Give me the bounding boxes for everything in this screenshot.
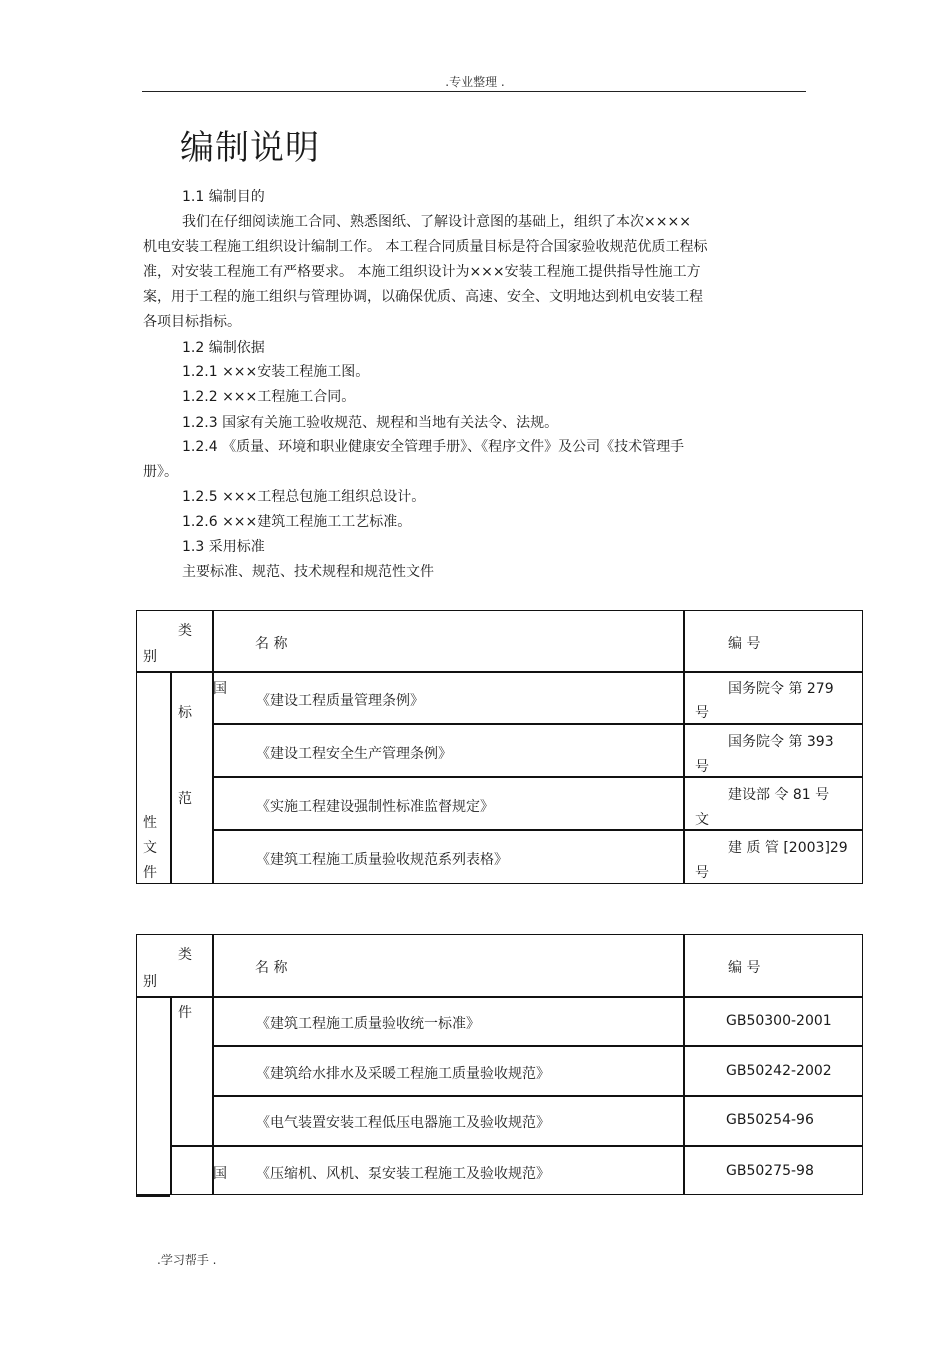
table-2-col-divider — [683, 934, 685, 1195]
table-1-row-code: 国务院令 第 279 — [728, 681, 834, 697]
document-title: 编制说明 — [180, 128, 320, 168]
table-2-row-code: GB50254-96 — [726, 1112, 814, 1128]
standards-description: 主要标准、规范、技术规程和规范性文件 — [182, 564, 434, 580]
table-2-row-name: 《建筑给水排水及采暖工程施工质量验收规范》 — [256, 1066, 550, 1082]
table-1-header-rule — [136, 671, 863, 673]
category-char: 国 — [213, 681, 227, 697]
category-char: 件 — [143, 865, 157, 881]
table-2-row-rule — [170, 1145, 863, 1147]
table-1-row-code: 号 — [695, 705, 709, 721]
table-1-row-rule — [212, 723, 863, 725]
section-1-3-heading: 1.3 采用标准 — [182, 539, 265, 555]
table-1-row-name: 《建设工程质量管理条例》 — [256, 693, 424, 709]
paragraph-line: 准，对安装工程施工有严格要求。 本施工组织设计为×××安装工程施工提供指导性施工方 — [143, 264, 701, 280]
basis-item: 1.2.2 ×××工程施工合同。 — [182, 389, 356, 405]
table-1-row-code: 文 — [695, 812, 709, 828]
page-header: .专业整理 . — [445, 75, 505, 89]
section-1-2-heading: 1.2 编制依据 — [182, 340, 265, 356]
table-2-row-code: GB50242-2002 — [726, 1063, 832, 1079]
table-1-row-name: 《建筑工程施工质量验收规范系列表格》 — [256, 852, 508, 868]
basis-item: 1.2.6 ×××建筑工程施工工艺标准。 — [182, 514, 412, 530]
header-category-char: 别 — [143, 974, 157, 990]
table-2-row-code: GB50300-2001 — [726, 1013, 832, 1029]
table-2-header-rule — [136, 996, 863, 998]
table-2-row-name: 《建筑工程施工质量验收统一标准》 — [256, 1016, 480, 1032]
table-2-row-name: 《压缩机、风机、泵安装工程施工及验收规范》 — [256, 1166, 550, 1182]
table-1-row-code: 国务院令 第 393 — [728, 734, 834, 750]
paragraph-line: 机电安装工程施工组织设计编制工作。 本工程合同质量目标是符合国家验收规范优质工程标 — [143, 239, 708, 255]
table-1-row-rule — [212, 776, 863, 778]
basis-item: 1.2.3 国家有关施工验收规范、规程和当地有关法令、法规。 — [182, 415, 559, 431]
table-1-row-code: 建 质 管 [2003]29 — [728, 840, 848, 856]
category-char: 范 — [178, 791, 192, 807]
header-code: 编 号 — [728, 636, 761, 652]
header-code: 编 号 — [728, 960, 761, 976]
section-1-1-heading: 1.1 编制目的 — [182, 189, 265, 205]
page-footer: .学习帮手 . — [157, 1253, 217, 1267]
table-1-col-divider — [212, 610, 214, 884]
table-2-row-name: 《电气装置安装工程低压电器施工及验收规范》 — [256, 1115, 550, 1131]
header-category-char: 别 — [143, 649, 157, 665]
table-1-row-name: 《建设工程安全生产管理条例》 — [256, 746, 452, 762]
table-1-row-name: 《实施工程建设强制性标准监督规定》 — [256, 799, 494, 815]
header-name: 名 称 — [255, 960, 288, 976]
table-2-row-rule — [212, 1045, 863, 1047]
category-char: 性 — [143, 815, 157, 831]
table-1-row-code: 建设部 令 81 号 — [728, 787, 830, 803]
table-2-col-divider — [212, 934, 214, 1195]
basis-item: 1.2.4 《质量、环境和职业健康安全管理手册》、《程序文件》及公司《技术管理手 — [182, 439, 685, 455]
category-char: 标 — [178, 705, 192, 721]
category-char: 国 — [213, 1166, 227, 1182]
basis-item: 1.2.1 ×××安装工程施工图。 — [182, 364, 370, 380]
paragraph-line: 各项目标指标。 — [143, 314, 241, 330]
table-1-row-code: 号 — [695, 759, 709, 775]
category-char: 件 — [178, 1005, 192, 1021]
header-category-char: 类 — [178, 947, 192, 963]
table-1-row-code: 号 — [695, 865, 709, 881]
basis-item-continuation: 册》。 — [143, 464, 178, 480]
header-divider — [142, 91, 806, 92]
header-category-char: 类 — [178, 623, 192, 639]
basis-item: 1.2.5 ×××工程总包施工组织总设计。 — [182, 489, 426, 505]
table-2-bottom-stub — [136, 1195, 170, 1197]
table-2-col-divider — [170, 996, 172, 1195]
table-1-col-divider — [683, 610, 685, 884]
table-1-col-divider — [170, 671, 172, 884]
table-2-row-rule — [212, 1095, 863, 1097]
table-1-row-rule — [212, 829, 863, 831]
header-name: 名 称 — [255, 636, 288, 652]
paragraph-line: 我们在仔细阅读施工合同、熟悉图纸、了解设计意图的基础上，组织了本次×××× — [182, 214, 691, 230]
table-2-row-code: GB50275-98 — [726, 1163, 814, 1179]
paragraph-line: 案，用于工程的施工组织与管理协调，以确保优质、高速、安全、文明地达到机电安装工程 — [143, 289, 703, 305]
category-char: 文 — [143, 840, 157, 856]
